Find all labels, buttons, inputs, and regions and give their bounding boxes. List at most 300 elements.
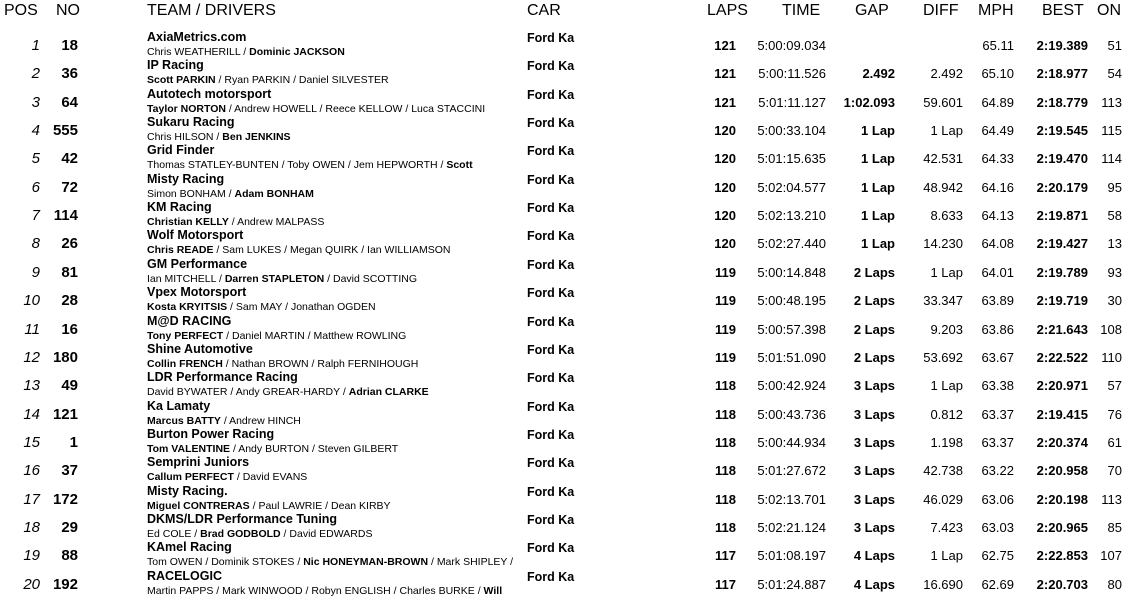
time-cell: 5:02:13.701 (757, 491, 826, 507)
driver-name: Brad GODBOLD (200, 527, 281, 540)
car-number-cell: 42 (61, 150, 78, 168)
laps-cell: 120 (714, 151, 736, 167)
driver-name: David SCOTTING (332, 272, 417, 285)
driver-name: Martin PAPPS (147, 584, 214, 597)
mph-cell: 64.13 (981, 208, 1014, 224)
mph-cell: 65.11 (982, 38, 1014, 53)
team-name: GM Performance (147, 256, 248, 271)
car-model: Ford Ka (527, 512, 575, 527)
header-car: CAR (527, 2, 561, 19)
table-row (0, 399, 1128, 427)
car-number-cell: 64 (61, 93, 78, 111)
best-on-lap-cell: 70 (1107, 463, 1122, 479)
drivers-list: Tony PERFECT / Daniel MARTIN / Matthew ROWLING (147, 329, 407, 342)
drivers-list: David BYWATER / Andy GREAR-HARDY / Adrian CLARKE (147, 386, 429, 399)
best-lap-cell: 2:20.703 (1036, 576, 1088, 592)
best-on-lap-cell: 85 (1107, 519, 1122, 535)
position-cell: 13 (23, 377, 40, 395)
car-number-cell: 1 (69, 433, 78, 451)
driver-name: Tony PERFECT (147, 329, 224, 342)
car-number-cell: 192 (52, 575, 78, 593)
driver-name: Scott PARKIN (147, 74, 216, 87)
laps-cell: 119 (715, 264, 736, 280)
driver-name: Tom VALENTINE (147, 442, 231, 455)
laps-cell: 119 (715, 321, 736, 337)
team-name: Semprini Juniors (147, 455, 250, 470)
best-lap-cell: 2:20.374 (1036, 434, 1088, 450)
laps-cell: 118 (715, 519, 736, 535)
mph-cell: 64.08 (981, 236, 1014, 252)
mph-cell: 63.06 (981, 491, 1014, 507)
driver-name: Dean KIRBY (331, 499, 391, 512)
car-model: Ford Ka (527, 201, 575, 216)
diff-cell: 1 Lap (930, 548, 963, 564)
position-cell: 19 (23, 547, 40, 565)
position-cell: 20 (23, 575, 40, 593)
time-cell: 5:00:42.924 (757, 378, 826, 394)
driver-name: David EDWARDS (289, 527, 373, 540)
position-cell: 10 (23, 292, 40, 310)
driver-name: Sam MAY (235, 301, 283, 314)
position-cell: 4 (31, 122, 40, 140)
drivers-list: Scott PARKIN / Ryan PARKIN / Daniel SILVESTER (147, 74, 389, 87)
drivers-list: Chris WEATHERILL / Dominic JACKSON (147, 46, 345, 58)
team-name: IP Racing (147, 58, 204, 73)
diff-cell: 1 Lap (930, 123, 963, 139)
diff-cell: 2.492 (930, 66, 963, 82)
time-cell: 5:02:21.124 (757, 519, 826, 535)
diff-cell: 1 Lap (930, 378, 963, 394)
best-on-lap-cell: 108 (1100, 321, 1122, 337)
car-model: Ford Ka (527, 59, 575, 74)
driver-name: Nic HONEYMAN-BROWN (303, 556, 429, 569)
time-cell: 5:00:11.526 (758, 66, 826, 82)
car-model: Ford Ka (527, 342, 575, 357)
drivers-list: Collin FRENCH / Nathan BROWN / Ralph FERNIHOUGH (147, 357, 419, 370)
driver-name: Chris READE (147, 244, 214, 257)
car-number-cell: 16 (61, 320, 78, 338)
best-on-lap-cell: 76 (1107, 406, 1122, 422)
gap-cell: 2 Laps (853, 264, 895, 280)
car-model: Ford Ka (527, 31, 575, 45)
gap-cell: 1 Lap (861, 208, 895, 224)
driver-name: Jem HEPWORTH (353, 159, 438, 172)
gap-cell: 3 Laps (853, 378, 895, 394)
best-lap-cell: 2:20.179 (1036, 179, 1088, 195)
mph-cell: 63.03 (981, 519, 1014, 535)
best-on-lap-cell: 93 (1107, 264, 1122, 280)
table-row (0, 370, 1128, 398)
best-lap-cell: 2:19.389 (1036, 38, 1088, 53)
position-cell: 7 (31, 207, 40, 225)
car-model: Ford Ka (527, 371, 575, 386)
team-name: Vpex Motorsport (147, 285, 247, 300)
table-row (0, 87, 1128, 115)
table-row (0, 314, 1128, 342)
mph-cell: 64.49 (981, 123, 1014, 139)
time-cell: 5:01:24.887 (757, 576, 826, 592)
driver-name: Callum PERFECT (147, 471, 234, 484)
mph-cell: 63.89 (981, 293, 1014, 309)
header-gap: GAP (855, 2, 889, 19)
driver-name: Daniel MARTIN (232, 329, 305, 342)
car-model: Ford Ka (527, 144, 575, 159)
position-cell: 17 (23, 490, 40, 508)
best-lap-cell: 2:19.415 (1036, 406, 1088, 422)
team-name: Misty Racing. (147, 483, 228, 498)
car-model: Ford Ka (527, 399, 575, 414)
driver-name: David BYWATER (147, 386, 228, 399)
header-best: BEST (1042, 2, 1084, 19)
laps-cell: 120 (714, 179, 736, 195)
laps-cell: 118 (715, 491, 736, 507)
position-cell: 16 (23, 462, 40, 480)
car-number-cell: 121 (52, 405, 78, 423)
header-laps: LAPS (707, 2, 748, 19)
time-cell: 5:01:51.090 (757, 349, 826, 365)
best-lap-cell: 2:22.853 (1036, 548, 1088, 564)
driver-name: Ralph FERNIHOUGH (317, 357, 419, 370)
time-cell: 5:00:44.934 (757, 434, 826, 450)
car-number-cell: 29 (61, 518, 78, 536)
car-number-cell: 180 (52, 348, 78, 366)
driver-name: Matthew ROWLING (313, 329, 407, 342)
car-number-cell: 28 (61, 292, 78, 310)
driver-name: Daniel SILVESTER (298, 74, 389, 87)
time-cell: 5:02:27.440 (757, 236, 826, 252)
team-name: DKMS/LDR Performance Tuning (147, 511, 338, 526)
diff-cell: 16.690 (923, 576, 963, 592)
driver-name: Andy GREAR-HARDY (235, 386, 340, 399)
table-row (0, 228, 1128, 256)
table-row (0, 540, 1128, 568)
car-model: Ford Ka (527, 257, 575, 272)
driver-name: Darren STAPLETON (224, 272, 325, 285)
diff-cell: 0.812 (930, 406, 963, 422)
gap-cell: 4 Laps (853, 548, 895, 564)
car-model: Ford Ka (527, 541, 575, 556)
car-number-cell: 36 (61, 65, 78, 83)
gap-cell: 2 Laps (853, 349, 895, 365)
position-cell: 8 (31, 235, 40, 253)
best-on-lap-cell: 13 (1107, 236, 1122, 252)
car-model: Ford Ka (527, 286, 575, 301)
position-cell: 15 (23, 433, 40, 451)
mph-cell: 63.38 (981, 378, 1014, 394)
car-model: Ford Ka (527, 484, 575, 499)
position-cell: 1 (31, 37, 40, 54)
driver-name: Steven GILBERT (317, 442, 399, 455)
gap-cell: 2 Laps (853, 293, 895, 309)
best-lap-cell: 2:20.965 (1036, 519, 1088, 535)
driver-name: Taylor NORTON (147, 102, 226, 115)
position-cell: 5 (31, 150, 40, 168)
car-model: Ford Ka (527, 569, 575, 584)
diff-cell: 42.531 (923, 151, 963, 167)
time-cell: 5:00:09.034 (757, 38, 826, 53)
best-lap-cell: 2:19.427 (1036, 236, 1088, 252)
team-name: Sukaru Racing (147, 115, 235, 130)
time-cell: 5:01:27.672 (757, 463, 826, 479)
diff-cell: 33.347 (923, 293, 963, 309)
laps-cell: 119 (715, 293, 736, 309)
gap-cell: 1 Lap (861, 236, 895, 252)
mph-cell: 62.69 (981, 576, 1014, 592)
driver-name: Dominik STOKES (211, 556, 295, 569)
time-cell: 5:02:13.210 (757, 208, 826, 224)
gap-cell: 2.492 (862, 66, 895, 82)
mph-cell: 63.67 (981, 349, 1014, 365)
best-on-lap-cell: 30 (1107, 293, 1122, 309)
diff-cell: 59.601 (923, 94, 963, 110)
laps-cell: 117 (715, 576, 736, 592)
driver-name: Chris HILSON (147, 131, 214, 144)
time-cell: 5:00:43.736 (757, 406, 826, 422)
best-on-lap-cell: 110 (1101, 349, 1122, 365)
drivers-list: Martin PAPPS / Mark WINWOOD / Robyn ENGLISH / Charles BURKE / Will (147, 584, 503, 597)
car-number-cell: 26 (61, 235, 78, 253)
table-row (0, 427, 1128, 455)
laps-cell: 117 (715, 548, 736, 564)
car-number-cell: 18 (61, 37, 78, 54)
table-row (0, 200, 1128, 228)
driver-name: Andrew MALPASS (237, 216, 325, 229)
driver-name: Kosta KRYITSIS (147, 301, 228, 314)
position-cell: 2 (31, 65, 40, 83)
header-no: NO (56, 2, 80, 19)
laps-cell: 120 (714, 208, 736, 224)
car-model: Ford Ka (527, 456, 575, 471)
team-name: LDR Performance Racing (147, 370, 298, 385)
driver-name: Toby OWEN (287, 159, 345, 172)
position-cell: 12 (23, 348, 40, 366)
best-lap-cell: 2:20.198 (1036, 491, 1088, 507)
drivers-list: Tom VALENTINE / Andy BURTON / Steven GILBERT (147, 442, 399, 455)
best-on-lap-cell: 54 (1107, 66, 1122, 82)
best-on-lap-cell: 57 (1107, 378, 1122, 394)
best-lap-cell: 2:18.779 (1036, 94, 1088, 110)
table-row (0, 512, 1128, 540)
best-on-lap-cell: 115 (1101, 123, 1122, 139)
diff-cell: 1.198 (930, 434, 963, 450)
diff-cell: 48.942 (923, 179, 963, 195)
mph-cell: 62.75 (981, 548, 1014, 564)
car-model: Ford Ka (527, 427, 575, 442)
driver-name: Adrian CLARKE (348, 386, 429, 399)
diff-cell: 53.692 (923, 349, 963, 365)
mph-cell: 64.89 (981, 94, 1014, 110)
position-cell: 6 (31, 178, 40, 196)
car-number-cell: 114 (53, 207, 78, 225)
driver-name: Jonathan OGDEN (290, 301, 376, 314)
team-name: Autotech motorsport (147, 86, 272, 101)
driver-name: Ed COLE (147, 527, 192, 540)
diff-cell: 1 Lap (930, 264, 963, 280)
table-row (0, 342, 1128, 370)
driver-name: Charles BURKE (399, 584, 475, 597)
mph-cell: 63.22 (981, 463, 1014, 479)
best-on-lap-cell: 58 (1107, 208, 1122, 224)
header-team: TEAM / DRIVERS (147, 2, 276, 19)
laps-cell: 118 (715, 434, 736, 450)
driver-name: Will (483, 584, 503, 597)
best-lap-cell: 2:21.643 (1036, 321, 1088, 337)
table-row (0, 115, 1128, 143)
best-on-lap-cell: 95 (1107, 179, 1122, 195)
car-number-cell: 88 (61, 547, 78, 565)
gap-cell: 3 Laps (853, 491, 895, 507)
table-row (0, 257, 1128, 285)
drivers-list: Chris READE / Sam LUKES / Megan QUIRK / Ian WILLIAMSON (147, 244, 451, 257)
table-row (0, 30, 1128, 58)
header-on: ON (1097, 2, 1121, 19)
gap-cell: 2 Laps (853, 321, 895, 337)
driver-name: Reece KELLOW (325, 102, 403, 115)
driver-name: Collin FRENCH (147, 357, 223, 370)
time-cell: 5:01:15.635 (757, 151, 826, 167)
best-lap-cell: 2:19.871 (1036, 208, 1088, 224)
results-header (0, 0, 1128, 24)
time-cell: 5:02:04.577 (757, 179, 826, 195)
team-name: Misty Racing (147, 171, 225, 186)
best-on-lap-cell: 113 (1101, 491, 1122, 507)
team-name: RACELOGIC (147, 568, 222, 583)
drivers-list: Ed COLE / Brad GODBOLD / David EDWARDS (147, 527, 373, 540)
position-cell: 11 (24, 320, 40, 338)
drivers-list: Kosta KRYITSIS / Sam MAY / Jonathan OGDEN (147, 301, 376, 314)
drivers-list: Chris HILSON / Ben JENKINS (147, 131, 291, 144)
laps-cell: 118 (715, 406, 736, 422)
car-number-cell: 172 (52, 490, 78, 508)
gap-cell: 1 Lap (861, 151, 895, 167)
mph-cell: 64.33 (981, 151, 1014, 167)
best-on-lap-cell: 113 (1101, 94, 1122, 110)
drivers-list: Callum PERFECT / David EVANS (147, 471, 308, 484)
time-cell: 5:00:57.398 (757, 321, 826, 337)
mph-cell: 63.37 (981, 406, 1014, 422)
gap-cell: 3 Laps (853, 463, 895, 479)
mph-cell: 64.16 (981, 179, 1014, 195)
driver-name: Andrew HINCH (229, 414, 301, 427)
best-lap-cell: 2:20.958 (1036, 463, 1088, 479)
driver-name: Robyn ENGLISH (311, 584, 391, 597)
best-on-lap-cell: 51 (1107, 38, 1122, 53)
position-cell: 9 (31, 263, 40, 281)
car-model: Ford Ka (527, 314, 575, 329)
table-row (0, 172, 1128, 200)
driver-name: Dominic JACKSON (249, 46, 345, 58)
driver-name: Chris WEATHERILL (147, 46, 241, 58)
driver-name: Paul LAWRIE (258, 499, 323, 512)
car-number-cell: 72 (61, 178, 78, 196)
car-model: Ford Ka (527, 116, 575, 131)
best-on-lap-cell: 80 (1107, 576, 1122, 592)
driver-name: Sam LUKES (222, 244, 282, 257)
header-diff: DIFF (923, 2, 959, 19)
table-row (0, 285, 1128, 313)
laps-cell: 120 (714, 236, 736, 252)
mph-cell: 63.86 (981, 321, 1014, 337)
driver-name: Megan QUIRK (290, 244, 359, 257)
time-cell: 5:00:33.104 (757, 123, 826, 139)
driver-name: Adam BONHAM (234, 187, 314, 200)
team-name: Grid Finder (147, 143, 215, 158)
car-model: Ford Ka (527, 172, 575, 187)
header-pos: POS (4, 2, 38, 19)
table-row (0, 58, 1128, 86)
drivers-list: Ian MITCHELL / Darren STAPLETON / David SCOTTING (147, 272, 417, 285)
car-number-cell: 49 (61, 377, 78, 395)
driver-name: Miguel CONTRERAS (147, 499, 250, 512)
car-number-cell: 81 (61, 263, 78, 281)
time-cell: 5:01:08.197 (757, 548, 826, 564)
car-model: Ford Ka (527, 87, 575, 102)
driver-name: Ryan PARKIN (224, 74, 291, 87)
table-row (0, 484, 1128, 512)
mph-cell: 64.01 (981, 264, 1014, 280)
driver-name: Andrew HOWELL (234, 102, 317, 115)
driver-name: Marcus BATTY (147, 414, 221, 427)
gap-cell: 1 Lap (861, 179, 895, 195)
driver-name: Tom OWEN (147, 556, 203, 569)
laps-cell: 121 (714, 94, 736, 110)
driver-name: Thomas STATLEY-BUNTEN (147, 159, 279, 172)
team-name: M@D RACING (147, 313, 232, 328)
position-cell: 14 (23, 405, 40, 423)
time-cell: 5:00:14.848 (757, 264, 826, 280)
diff-cell: 14.230 (923, 236, 963, 252)
position-cell: 3 (31, 93, 40, 111)
best-lap-cell: 2:18.977 (1036, 66, 1088, 82)
gap-cell: 3 Laps (853, 519, 895, 535)
driver-name: Luca STACCINI (411, 102, 486, 115)
driver-name: Christian KELLY (147, 216, 229, 229)
best-lap-cell: 2:19.789 (1036, 264, 1088, 280)
driver-name: Nathan BROWN (231, 357, 309, 370)
gap-cell: 1 Lap (861, 123, 895, 139)
driver-name: Scott (446, 159, 473, 172)
diff-cell: 42.738 (923, 463, 963, 479)
table-row (0, 455, 1128, 483)
diff-cell: 7.423 (930, 519, 963, 535)
best-on-lap-cell: 61 (1107, 434, 1122, 450)
gap-cell: 3 Laps (853, 406, 895, 422)
team-name: Ka Lamaty (147, 398, 211, 413)
position-cell: 18 (23, 518, 40, 536)
driver-name: Ben JENKINS (222, 131, 291, 144)
driver-name: Mark WINWOOD (222, 584, 303, 597)
best-lap-cell: 2:20.971 (1036, 378, 1088, 394)
laps-cell: 119 (715, 349, 736, 365)
best-lap-cell: 2:19.545 (1036, 123, 1088, 139)
team-name: Burton Power Racing (147, 426, 275, 441)
team-name: KM Racing (147, 200, 212, 215)
car-number-cell: 555 (52, 122, 78, 140)
car-number-cell: 37 (61, 462, 78, 480)
mph-cell: 65.10 (981, 66, 1014, 82)
drivers-list: Tom OWEN / Dominik STOKES / Nic HONEYMAN-BROWN / Mark SHIPLEY / (147, 556, 514, 569)
time-cell: 5:01:11.127 (758, 94, 826, 110)
table-row (0, 143, 1128, 171)
driver-name: David EVANS (242, 471, 308, 484)
laps-cell: 118 (715, 463, 736, 479)
best-lap-cell: 2:19.470 (1036, 151, 1088, 167)
drivers-list: Marcus BATTY / Andrew HINCH (147, 414, 301, 427)
team-name: KAmel Racing (147, 540, 232, 555)
driver-name: Ian WILLIAMSON (367, 244, 451, 257)
drivers-list: Christian KELLY / Andrew MALPASS (147, 216, 325, 229)
team-name: Wolf Motorsport (147, 228, 244, 243)
